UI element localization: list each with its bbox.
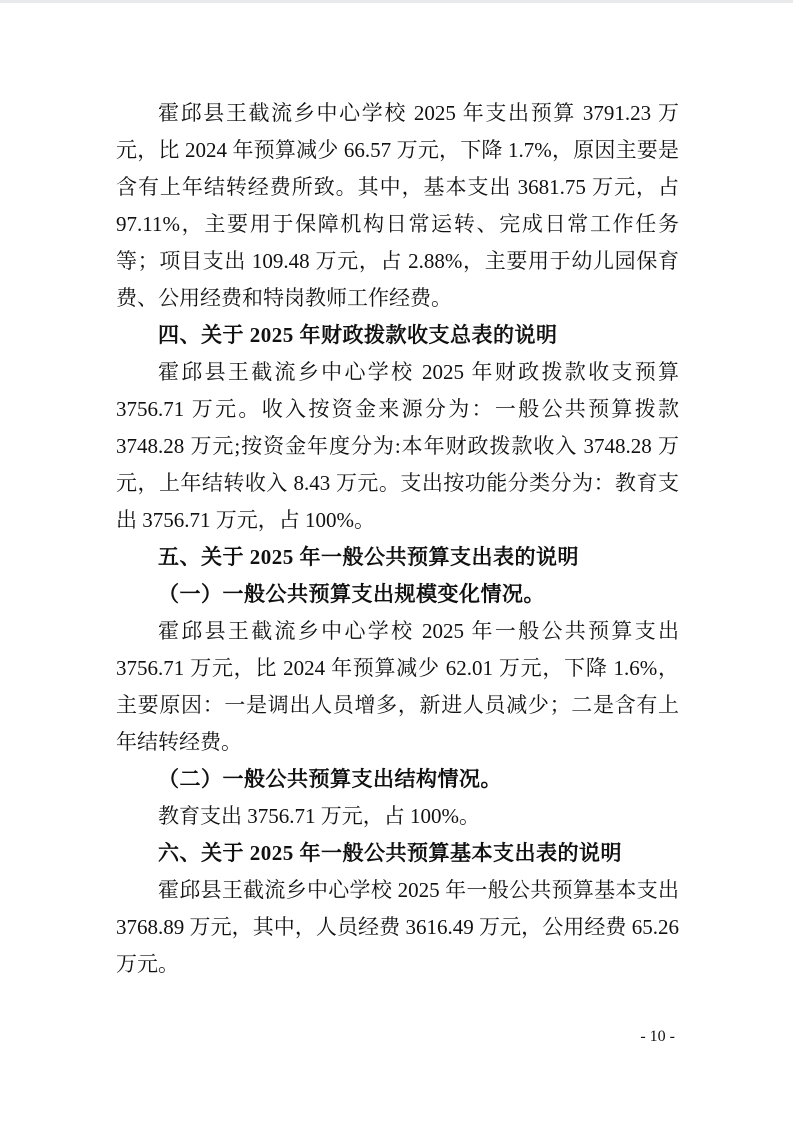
paragraph-basic-expenditure-detail: 霍邱县王截流乡中心学校 2025 年一般公共预算基本支出 3768.89 万元，其中，人员经费 3616.49 万元，公用经费 65.26 万元。 bbox=[116, 878, 679, 976]
document-body bbox=[116, 95, 679, 983]
subsection-heading-1-scale-change: （一）一般公共预算支出规模变化情况。 bbox=[158, 582, 545, 606]
page-top-edge bbox=[0, 0, 793, 3]
subsection-heading-2-structure: （二）一般公共预算支出结构情况。 bbox=[158, 767, 502, 791]
paragraph-total-expenditure-budget: 霍邱县王截流乡中心学校 2025 年支出预算 3791.23 万元，比 2024 年预算减少 66.57 万元，下降 1.7%，原因主要是含有上年结转经费所致。其中，基本支出 3681.75 万元，占 97.11%，主要用于保障机构日常运转、完成日常工作任务等；项目支出 109.48 万元，占 2.88%，主要用于幼儿园保育费、公用经费和特岗教师工作经费。 bbox=[116, 101, 679, 310]
section-heading-6-basic-expenditure: 六、关于 2025 年一般公共预算基本支出表的说明 bbox=[158, 841, 622, 865]
paragraph-fiscal-appropriation-detail: 霍邱县王截流乡中心学校 2025 年财政拨款收支预算 3756.71 万元。收入按资金来源分为：一般公共预算拨款 3748.28 万元;按资金年度分为:本年财政拨款收入 3748.28 万元，上年结转收入 8.43 万元。支出按功能分类分为：教育支出 3756.71 万元，占 100%。 bbox=[116, 360, 679, 532]
page-number: - 10 - bbox=[640, 1028, 675, 1045]
paragraph-expenditure-scale-change: 霍邱县王截流乡中心学校 2025 年一般公共预算支出 3756.71 万元，比 2024 年预算减少 62.01 万元，下降 1.6%，主要原因：一是调出人员增多，新进人员减少；二是含有上年结转经费。 bbox=[116, 619, 679, 754]
paragraph-education-expenditure: 教育支出 3756.71 万元，占 100%。 bbox=[158, 804, 480, 828]
section-heading-5-general-public-budget-expenditure: 五、关于 2025 年一般公共预算支出表的说明 bbox=[158, 545, 579, 569]
section-heading-4-fiscal-appropriation-summary: 四、关于 2025 年财政拨款收支总表的说明 bbox=[158, 323, 558, 347]
